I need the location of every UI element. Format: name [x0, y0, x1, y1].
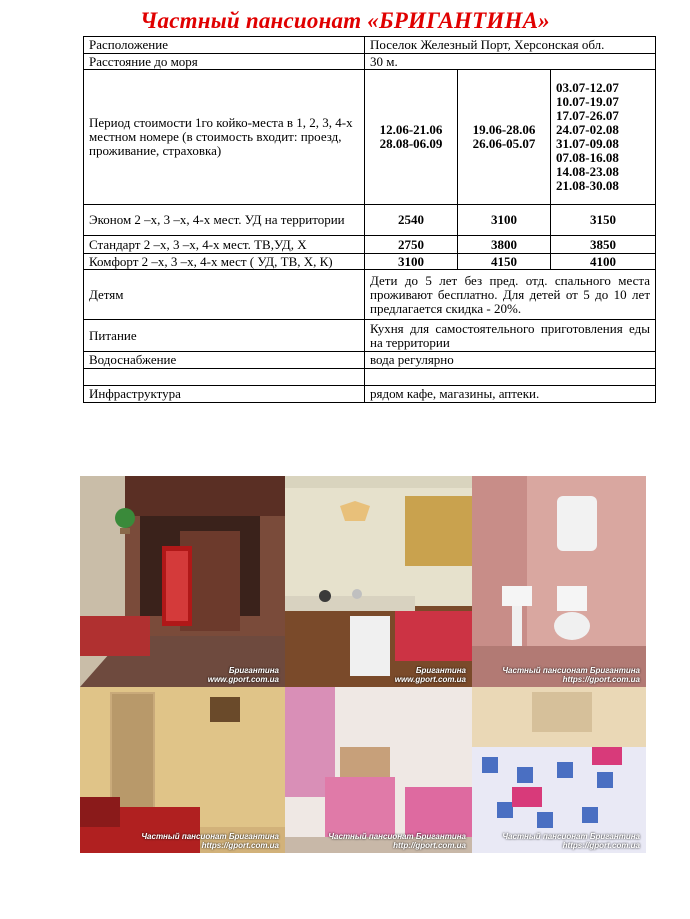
photo-caption — [502, 666, 640, 684]
water-value: вода регулярно — [365, 352, 656, 369]
period-date: 24.07-02.08 — [556, 122, 619, 137]
empty-cell — [84, 369, 365, 386]
row-children — [84, 270, 656, 320]
period-date: 17.07-26.07 — [556, 108, 619, 123]
price-cell: 3100 — [458, 205, 551, 236]
photo-bathroom — [472, 476, 646, 687]
distance-label: Расстояние до моря — [84, 54, 365, 70]
period-date: 28.08-06.09 — [379, 136, 443, 151]
period-col3 — [551, 70, 656, 205]
caption-line: Частный пансионат Бригантина — [328, 832, 466, 841]
caption-line: www.gport.com.ua — [394, 675, 466, 684]
period-col1 — [365, 70, 458, 205]
price-cell: 2540 — [365, 205, 458, 236]
photo-patterned-bedroom — [472, 687, 646, 853]
photo-caption — [502, 832, 640, 850]
photo-caption — [395, 666, 466, 684]
room-label: Стандарт 2 –х, 3 –х, 4-х мест. ТВ,УД, Х — [84, 236, 365, 254]
caption-line: https://gport.com.ua — [562, 675, 640, 684]
pink-bedroom-image — [285, 687, 472, 853]
period-date: 19.06-28.06 — [472, 122, 536, 137]
caption-line: Частный пансионат Бригантина — [502, 832, 640, 841]
photo-kitchen — [285, 476, 472, 687]
period-date: 03.07-12.07 — [556, 80, 619, 95]
location-label: Расположение — [84, 37, 365, 54]
info-table — [83, 36, 656, 403]
row-distance — [84, 54, 656, 70]
food-value: Кухня для самостоятельного приготовления еды на территории — [365, 320, 656, 352]
row-location — [84, 37, 656, 54]
photo-pink-bedroom — [285, 687, 472, 853]
courtyard-image — [80, 476, 285, 687]
price-cell: 2750 — [365, 236, 458, 254]
food-label: Питание — [84, 320, 365, 352]
photo-caption — [328, 832, 466, 850]
period-col2 — [458, 70, 551, 205]
patterned-bedroom-image — [472, 687, 646, 853]
price-cell: 4100 — [551, 254, 656, 270]
room-label: Комфорт 2 –х, 3 –х, 4-х мест ( УД, ТВ, Х, К) — [84, 254, 365, 270]
room-label: Эконом 2 –х, 3 –х, 4-х мест. УД на территории — [84, 205, 365, 236]
page-title: Частный пансионат «БРИГАНТИНА» — [140, 8, 550, 33]
photo-caption — [141, 832, 279, 850]
infra-label: Инфраструктура — [84, 386, 365, 403]
caption-line: https://gport.com.ua — [562, 841, 640, 850]
bedroom-wardrobe-image — [80, 687, 285, 853]
row-food — [84, 320, 656, 352]
caption-line: Частный пансионат Бригантина — [502, 666, 640, 675]
caption-line: Бригантина — [415, 666, 466, 675]
period-date: 14.08-23.08 — [556, 164, 619, 179]
period-date: 26.06-05.07 — [472, 136, 536, 151]
infra-value: рядом кафе, магазины, аптеки. — [365, 386, 656, 403]
distance-value: 30 м. — [365, 54, 656, 70]
row-standard — [84, 236, 656, 254]
period-date: 12.06-21.06 — [379, 122, 443, 137]
caption-line: https://gport.com.ua — [201, 841, 279, 850]
period-date: 21.08-30.08 — [556, 178, 619, 193]
row-economy — [84, 205, 656, 236]
row-water — [84, 352, 656, 369]
row-infra — [84, 386, 656, 403]
price-cell: 4150 — [458, 254, 551, 270]
price-cell: 3100 — [365, 254, 458, 270]
children-label: Детям — [84, 270, 365, 320]
row-period — [84, 70, 656, 205]
water-label: Водоснабжение — [84, 352, 365, 369]
row-comfort — [84, 254, 656, 270]
period-date: 10.07-19.07 — [556, 94, 619, 109]
bathroom-image — [472, 476, 646, 687]
kitchen-image — [285, 476, 472, 687]
period-label: Период стоимости 1го койко-места в 1, 2, 3, 4-х местном номере (в стоимость входит: проезд, проживание, страховка) — [84, 70, 365, 205]
children-value: Дети до 5 лет без пред. отд. спального места проживают бесплатно. Для детей от 5 до 10 лет предлагается скидка - 20%. — [365, 270, 656, 320]
location-value: Поселок Железный Порт, Херсонская обл. — [365, 37, 656, 54]
caption-line: http://gport.com.ua — [393, 841, 466, 850]
photo-courtyard — [80, 476, 285, 687]
caption-line: www.gport.com.ua — [207, 675, 279, 684]
price-cell: 3850 — [551, 236, 656, 254]
empty-cell — [365, 369, 656, 386]
period-date: 07.08-16.08 — [556, 150, 619, 165]
period-date: 31.07-09.08 — [556, 136, 619, 151]
caption-line: Бригантина — [228, 666, 279, 675]
photo-caption — [208, 666, 279, 684]
price-cell: 3800 — [458, 236, 551, 254]
price-cell: 3150 — [551, 205, 656, 236]
photo-bedroom-wardrobe — [80, 687, 285, 853]
caption-line: Частный пансионат Бригантина — [141, 832, 279, 841]
photo-gallery — [80, 476, 646, 853]
row-empty — [84, 369, 656, 386]
